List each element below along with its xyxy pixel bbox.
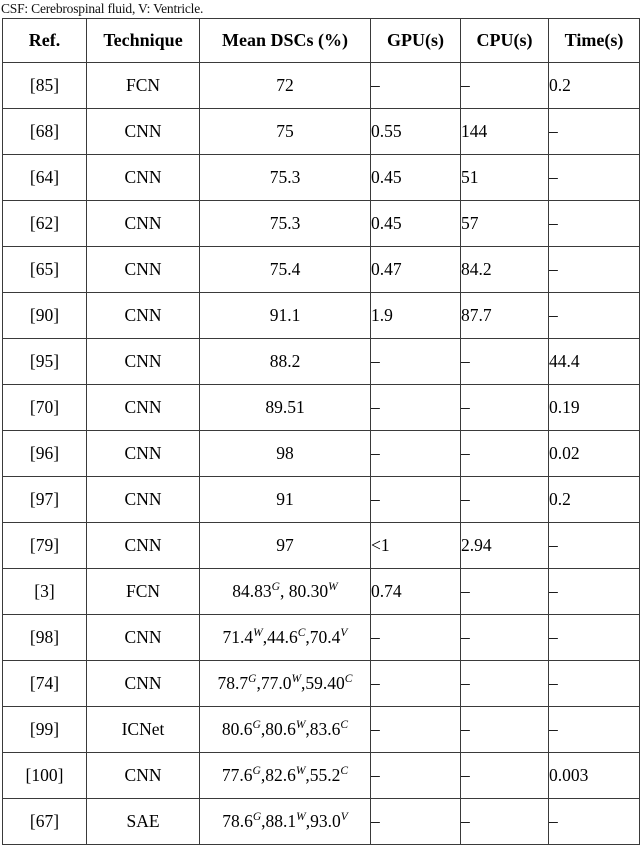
table-row <box>3 477 640 523</box>
cell-mean-dsc: 72 <box>200 63 371 109</box>
table-row <box>3 63 640 109</box>
cell-time: – <box>549 247 640 293</box>
dsc-superscript: G <box>252 765 261 778</box>
cell-gpu: – <box>371 339 461 385</box>
table-row <box>3 201 640 247</box>
dsc-superscript: G <box>248 673 257 686</box>
cell-ref: [97] <box>3 477 87 523</box>
cell-gpu: <1 <box>371 523 461 569</box>
cell-time: – <box>549 293 640 339</box>
cell-technique: CNN <box>87 385 200 431</box>
cell-technique: CNN <box>87 247 200 293</box>
table-row <box>3 707 640 753</box>
cell-ref: [3] <box>3 569 87 615</box>
col-header-ref: Ref. <box>3 19 87 63</box>
cell-ref: [62] <box>3 201 87 247</box>
cell-cpu: 84.2 <box>461 247 549 293</box>
cell-mean-dsc: 91 <box>200 477 371 523</box>
cell-cpu: – <box>461 615 549 661</box>
cell-gpu: – <box>371 477 461 523</box>
table-row <box>3 247 640 293</box>
cell-ref: [70] <box>3 385 87 431</box>
cell-ref: [98] <box>3 615 87 661</box>
cell-cpu: 57 <box>461 201 549 247</box>
col-header-mean-dsc: Mean DSCs (%) <box>200 19 371 63</box>
cell-mean-dsc: 75 <box>200 109 371 155</box>
dsc-superscript: G <box>252 811 262 824</box>
cell-time: – <box>549 707 640 753</box>
cell-mean-dsc: $77.6^G,82.6^W,55.2^C$ <box>200 753 371 799</box>
dsc-superscript: V <box>340 627 348 640</box>
cell-ref: [95] <box>3 339 87 385</box>
cell-time: – <box>549 799 640 845</box>
cell-ref: [100] <box>3 753 87 799</box>
cell-time: – <box>549 155 640 201</box>
cell-mean-dsc: $80.6^G,80.6^W,83.6^C$ <box>200 707 371 753</box>
cell-gpu: 1.9 <box>371 293 461 339</box>
cell-ref: [74] <box>3 661 87 707</box>
cell-mean-dsc: $78.7^G,77.0^W,59.40^C$ <box>200 661 371 707</box>
cell-ref: [96] <box>3 431 87 477</box>
table-row <box>3 109 640 155</box>
cell-mean-dsc: 98 <box>200 431 371 477</box>
cell-mean-dsc: 75.3 <box>200 201 371 247</box>
cell-time: – <box>549 523 640 569</box>
cell-time: 0.02 <box>549 431 640 477</box>
cell-cpu: – <box>461 707 549 753</box>
cell-mean-dsc: $84.83^G$, $80.30^W$ <box>200 569 371 615</box>
cell-technique: CNN <box>87 661 200 707</box>
col-header-time: Time(s) <box>549 19 640 63</box>
cell-mean-dsc: 91.1 <box>200 293 371 339</box>
cell-technique: CNN <box>87 523 200 569</box>
cell-cpu: – <box>461 569 549 615</box>
cell-ref: [99] <box>3 707 87 753</box>
cell-mean-dsc: $71.4^W,44.6^C,70.4^V$ <box>200 615 371 661</box>
cell-time: – <box>549 109 640 155</box>
cell-technique: ICNet <box>87 707 200 753</box>
cell-mean-dsc: 75.3 <box>200 155 371 201</box>
table-row <box>3 799 640 845</box>
header-row <box>3 19 640 63</box>
cell-ref: [64] <box>3 155 87 201</box>
dsc-superscript: W <box>296 811 306 824</box>
cell-cpu: – <box>461 477 549 523</box>
dsc-superscript: V <box>340 811 348 824</box>
cell-gpu: 0.55 <box>371 109 461 155</box>
cell-ref: [90] <box>3 293 87 339</box>
cell-cpu: 51 <box>461 155 549 201</box>
table-row <box>3 155 640 201</box>
cell-ref: [67] <box>3 799 87 845</box>
dsc-superscript: C <box>297 627 306 640</box>
cell-ref: [65] <box>3 247 87 293</box>
cell-cpu: 2.94 <box>461 523 549 569</box>
table-row <box>3 431 640 477</box>
cell-technique: SAE <box>87 799 200 845</box>
cell-time: 0.003 <box>549 753 640 799</box>
cell-mean-dsc: $78.6^G,88.1^W,93.0^V$ <box>200 799 371 845</box>
table-row <box>3 753 640 799</box>
dsc-superscript: C <box>344 673 353 686</box>
dsc-superscript: W <box>328 581 338 594</box>
table-row <box>3 293 640 339</box>
cell-gpu: – <box>371 661 461 707</box>
cell-technique: CNN <box>87 201 200 247</box>
cell-mean-dsc: 75.4 <box>200 247 371 293</box>
cell-ref: [68] <box>3 109 87 155</box>
cell-cpu: – <box>461 431 549 477</box>
cell-time: 0.2 <box>549 477 640 523</box>
dsc-superscript: G <box>252 719 261 732</box>
table-row <box>3 339 640 385</box>
dsc-superscript: W <box>295 719 306 732</box>
cell-mean-dsc: 89.51 <box>200 385 371 431</box>
cell-technique: CNN <box>87 109 200 155</box>
cell-time: 0.2 <box>549 63 640 109</box>
cell-cpu: – <box>461 753 549 799</box>
dsc-superscript: G <box>271 581 280 594</box>
cell-technique: FCN <box>87 569 200 615</box>
dsc-superscript: C <box>340 765 349 778</box>
cell-time: – <box>549 569 640 615</box>
dsc-superscript: W <box>291 673 302 686</box>
dsc-superscript: C <box>340 719 349 732</box>
cell-gpu: – <box>371 385 461 431</box>
cell-gpu: – <box>371 431 461 477</box>
cell-cpu: – <box>461 661 549 707</box>
cell-gpu: – <box>371 799 461 845</box>
cell-technique: CNN <box>87 753 200 799</box>
col-header-gpu: GPU(s) <box>371 19 461 63</box>
cell-time: 44.4 <box>549 339 640 385</box>
dsc-superscript: W <box>295 765 306 778</box>
cell-time: 0.19 <box>549 385 640 431</box>
table-row <box>3 385 640 431</box>
cell-cpu: – <box>461 339 549 385</box>
cell-cpu: 144 <box>461 109 549 155</box>
table-row <box>3 523 640 569</box>
cell-cpu: – <box>461 385 549 431</box>
cell-gpu: 0.74 <box>371 569 461 615</box>
table-caption-abbreviations: CSF: Cerebrospinal fluid, V: Ventricle. <box>1 1 204 16</box>
cell-gpu: – <box>371 63 461 109</box>
cell-gpu: – <box>371 753 461 799</box>
table-body <box>3 63 640 845</box>
cell-technique: CNN <box>87 431 200 477</box>
cell-cpu: 87.7 <box>461 293 549 339</box>
table-row <box>3 661 640 707</box>
col-header-technique: Technique <box>87 19 200 63</box>
table-row <box>3 569 640 615</box>
cell-technique: CNN <box>87 155 200 201</box>
cell-time: – <box>549 615 640 661</box>
cell-time: – <box>549 661 640 707</box>
cell-gpu: – <box>371 615 461 661</box>
results-table <box>2 18 640 845</box>
dsc-superscript: W <box>253 627 263 640</box>
cell-technique: CNN <box>87 477 200 523</box>
cell-cpu: – <box>461 63 549 109</box>
cell-technique: CNN <box>87 339 200 385</box>
cell-gpu: 0.47 <box>371 247 461 293</box>
cell-mean-dsc: 97 <box>200 523 371 569</box>
cell-gpu: – <box>371 707 461 753</box>
cell-gpu: 0.45 <box>371 155 461 201</box>
col-header-cpu: CPU(s) <box>461 19 549 63</box>
cell-gpu: 0.45 <box>371 201 461 247</box>
cell-time: – <box>549 201 640 247</box>
cell-ref: [79] <box>3 523 87 569</box>
cell-ref: [85] <box>3 63 87 109</box>
cell-technique: CNN <box>87 615 200 661</box>
cell-cpu: – <box>461 799 549 845</box>
cell-technique: FCN <box>87 63 200 109</box>
cell-mean-dsc: 88.2 <box>200 339 371 385</box>
cell-technique: CNN <box>87 293 200 339</box>
table-row <box>3 615 640 661</box>
